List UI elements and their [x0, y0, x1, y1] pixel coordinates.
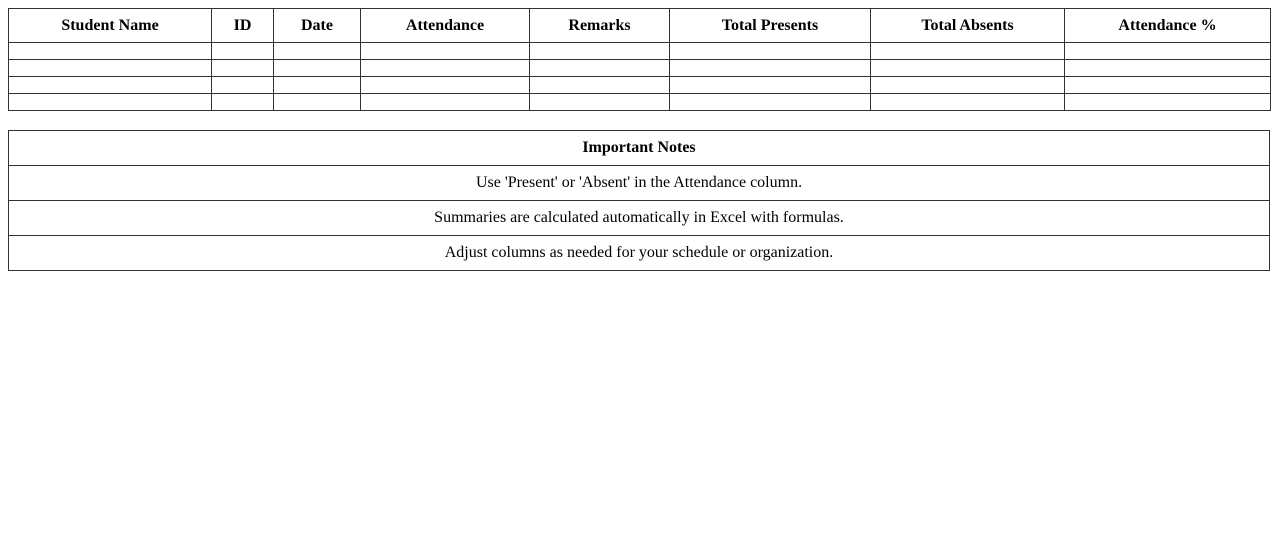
column-header-attendance-percent: Attendance % [1065, 9, 1271, 43]
table-cell[interactable] [871, 43, 1065, 60]
notes-header-row [9, 131, 1270, 166]
attendance-table [8, 8, 1271, 111]
table-cell[interactable] [530, 77, 670, 94]
table-cell[interactable] [670, 60, 871, 77]
table-cell[interactable] [670, 77, 871, 94]
table-cell[interactable] [212, 94, 274, 111]
note-row [9, 236, 1270, 271]
table-cell[interactable] [1065, 60, 1271, 77]
note-row [9, 201, 1270, 236]
table-cell[interactable] [9, 77, 212, 94]
note-item: Adjust columns as needed for your schedule or organization. [9, 236, 1270, 271]
note-row [9, 166, 1270, 201]
column-header-student-name: Student Name [9, 9, 212, 43]
table-cell[interactable] [361, 94, 530, 111]
table-cell[interactable] [1065, 77, 1271, 94]
table-row [9, 94, 1271, 111]
column-header-total-presents: Total Presents [670, 9, 871, 43]
table-cell[interactable] [9, 94, 212, 111]
column-header-date: Date [274, 9, 361, 43]
table-cell[interactable] [871, 94, 1065, 111]
table-row [9, 43, 1271, 60]
note-item: Use 'Present' or 'Absent' in the Attendance column. [9, 166, 1270, 201]
table-cell[interactable] [361, 77, 530, 94]
table-cell[interactable] [1065, 94, 1271, 111]
notes-title: Important Notes [9, 131, 1270, 166]
table-cell[interactable] [361, 60, 530, 77]
column-header-remarks: Remarks [530, 9, 670, 43]
table-cell[interactable] [670, 94, 871, 111]
column-header-total-absents: Total Absents [871, 9, 1065, 43]
table-cell[interactable] [274, 60, 361, 77]
table-cell[interactable] [274, 43, 361, 60]
table-cell[interactable] [9, 60, 212, 77]
table-cell[interactable] [274, 94, 361, 111]
note-item: Summaries are calculated automatically in Excel with formulas. [9, 201, 1270, 236]
table-cell[interactable] [212, 60, 274, 77]
table-cell[interactable] [670, 43, 871, 60]
table-cell[interactable] [212, 77, 274, 94]
table-cell[interactable] [361, 43, 530, 60]
table-cell[interactable] [871, 77, 1065, 94]
table-cell[interactable] [274, 77, 361, 94]
table-cell[interactable] [871, 60, 1065, 77]
table-cell[interactable] [1065, 43, 1271, 60]
table-cell[interactable] [530, 60, 670, 77]
table-cell[interactable] [212, 43, 274, 60]
notes-table [8, 130, 1270, 271]
column-header-id: ID [212, 9, 274, 43]
table-cell[interactable] [530, 94, 670, 111]
table-cell[interactable] [9, 43, 212, 60]
table-row [9, 60, 1271, 77]
table-row [9, 77, 1271, 94]
table-cell[interactable] [530, 43, 670, 60]
header-row [9, 9, 1271, 43]
column-header-attendance: Attendance [361, 9, 530, 43]
